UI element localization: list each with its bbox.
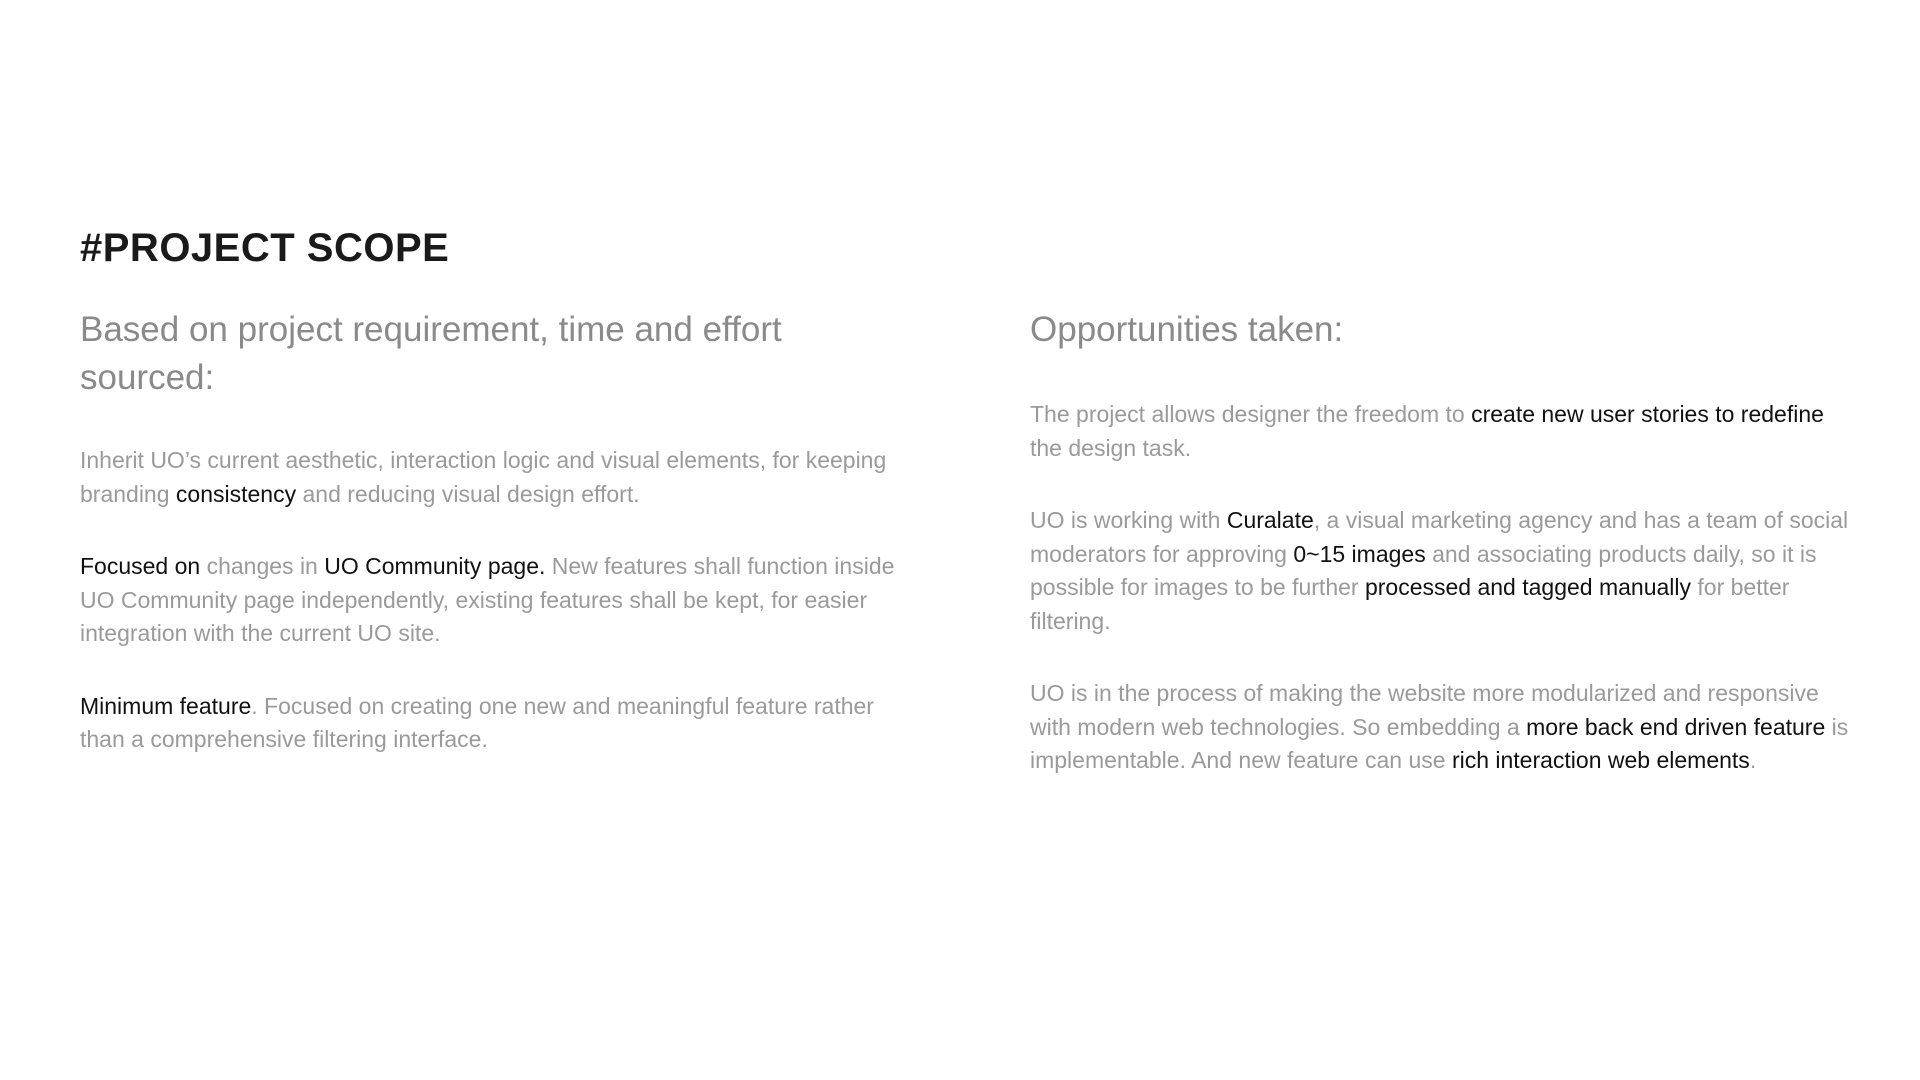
opportunities-column [1030, 306, 1860, 817]
consistency-highlight: consistency [175, 480, 297, 507]
curalate-text: UO is working with [1030, 507, 1227, 533]
modular-text-2: is implementable. And new feature can use [1030, 713, 1849, 773]
images-count-highlight: 0~15 images [1293, 540, 1426, 567]
community-focus-paragraph [80, 550, 910, 651]
freedom-text: The project allows designer the freedom to [1030, 401, 1472, 427]
community-text-end: New features shall function inside UO Community page independently, existing features shall be kept, for easier integration with the current UO site. [80, 553, 895, 646]
minimum-feature-highlight: Minimum feature [80, 692, 252, 719]
scope-constraints-column [80, 306, 910, 796]
modular-paragraph [1030, 677, 1860, 778]
focused-on-highlight: Focused on [80, 553, 201, 579]
community-text: changes in [200, 553, 325, 579]
modular-text: UO is in the process of making the website more modularized and responsive with modern web technologies. So embedding a [1030, 680, 1819, 740]
modular-text-end: . [1749, 747, 1757, 773]
consistency-text-end: and reducing visual design effort. [296, 480, 640, 507]
curalate-paragraph [1030, 504, 1860, 638]
freedom-paragraph [1030, 398, 1860, 465]
curalate-text-end: for better filtering. [1030, 574, 1790, 634]
curalate-text-3: and associating products daily, so it is possible for images to be further [1030, 540, 1817, 600]
community-page-highlight: UO Community page. [324, 553, 546, 579]
rich-interaction-highlight: rich interaction web elements [1451, 747, 1750, 773]
minimum-feature-paragraph [80, 690, 910, 757]
opportunities-heading: Opportunities taken: [1030, 310, 1344, 349]
freedom-text-end: the design task. [1030, 434, 1192, 461]
curalate-text-2: , a visual marketing agency and has a team of social moderators for approving [1030, 507, 1849, 567]
consistency-text: Inherit UO’s current aesthetic, interaction logic and visual elements, for keeping branding [80, 447, 887, 507]
curalate-highlight: Curalate [1226, 507, 1314, 533]
user-stories-highlight: create new user stories to redefine [1471, 401, 1824, 427]
page-title: #PROJECT SCOPE [80, 226, 450, 270]
minimum-feature-text: . Focused on creating one new and meaningful feature rather than a comprehensive filtering interface. [80, 692, 874, 752]
constraints-heading: Based on project requirement, time and effort sourced: [80, 310, 782, 397]
back-end-highlight: more back end driven feature [1526, 713, 1826, 740]
tagged-manually-highlight: processed and tagged manually [1364, 574, 1692, 600]
consistency-paragraph [80, 444, 910, 511]
